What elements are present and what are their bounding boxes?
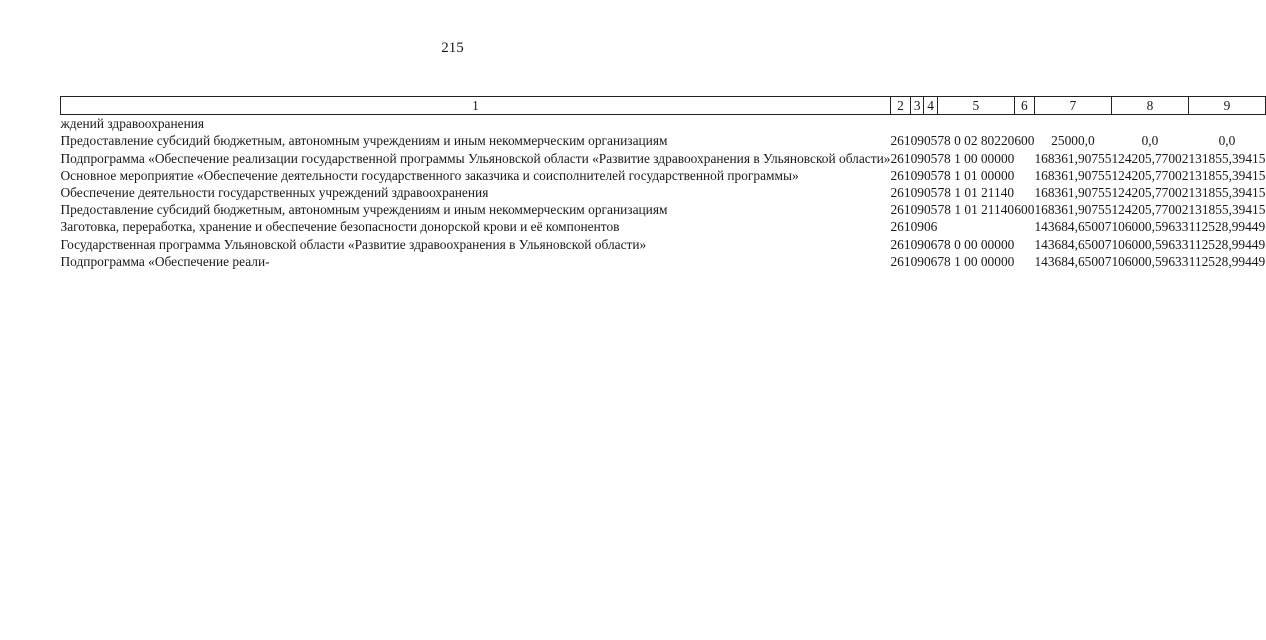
table-row — [61, 150, 1266, 167]
row-name: Заготовка, переработка, хранение и обеспечение безопасности донорской крови и её компонентов — [60, 219, 620, 235]
row-section-code: 09 — [910, 219, 924, 235]
row-subsection-code: 05 — [923, 133, 938, 149]
row-amount-col8: 106000,59633 — [1111, 236, 1189, 252]
row-name: Предоставление субсидий бюджетным, автономным учреждениям и иным некоммерческим организациям — [60, 202, 668, 218]
row-ministry-code: 261 — [890, 236, 911, 252]
table-row — [61, 184, 1266, 201]
row-ministry-code: 261 — [890, 185, 911, 201]
header-col-8: 8 — [1111, 97, 1188, 115]
header-col-7: 7 — [1034, 97, 1111, 115]
table-row — [61, 201, 1266, 218]
row-amount-col7: 168361,90755 — [1034, 202, 1112, 218]
row-ministry-code: 261 — [890, 202, 911, 218]
header-col-1: 1 — [61, 97, 891, 115]
header-col-3: 3 — [911, 97, 924, 115]
table-row — [61, 236, 1266, 253]
row-amount-col8: 124205,77002 — [1111, 202, 1189, 218]
row-section-code: 09 — [910, 253, 924, 269]
header-row — [61, 97, 1266, 115]
row-subsection-code: 05 — [923, 202, 938, 218]
row-subsection-code: 05 — [923, 167, 938, 183]
continuation-text: ждений здравоохранения — [60, 116, 205, 132]
row-amount-col7: 168361,90755 — [1034, 150, 1112, 166]
row-amount-col7: 25000,0 — [1051, 133, 1095, 149]
row-amount-col9: 131855,39415 — [1188, 185, 1266, 201]
row-subsection-code: 06 — [923, 253, 938, 269]
row-subsection-code: 06 — [923, 236, 938, 252]
table-body — [61, 115, 1266, 270]
row-target-article: 78 1 00 00000 — [937, 150, 1015, 166]
row-name: Основное мероприятие «Обеспечение деятельности государственного заказчика и соисполнителей государственной программы» — [60, 167, 799, 183]
row-amount-col9: 112528,99449 — [1188, 219, 1266, 235]
table-row — [61, 253, 1266, 270]
row-name: Обеспечение деятельности государственных учреждений здравоохранения — [60, 185, 489, 201]
row-subsection-code: 05 — [923, 185, 938, 201]
row-target-article: 78 1 01 21140 — [937, 185, 1015, 201]
row-amount-col8: 106000,59633 — [1111, 219, 1189, 235]
row-section-code: 09 — [910, 236, 924, 252]
page-number: 215 — [441, 40, 464, 56]
continuation-row — [61, 115, 1266, 133]
table-row — [61, 218, 1266, 235]
row-amount-col8: 124205,77002 — [1111, 185, 1189, 201]
row-section-code: 09 — [910, 202, 924, 218]
row-amount-col8: 106000,59633 — [1111, 253, 1189, 269]
header-col-9: 9 — [1188, 97, 1265, 115]
row-amount-col7: 143684,65007 — [1034, 253, 1112, 269]
row-name: Предоставление субсидий бюджетным, автономным учреждениям и иным некоммерческим организациям — [60, 133, 668, 149]
row-section-code: 09 — [910, 167, 924, 183]
row-amount-col9: 0,0 — [1218, 133, 1236, 149]
row-amount-col7: 168361,90755 — [1034, 167, 1112, 183]
row-ministry-code: 261 — [890, 253, 911, 269]
row-target-article: 78 0 02 80220 — [937, 133, 1015, 149]
row-amount-col7: 143684,65007 — [1034, 219, 1112, 235]
row-target-article — [937, 218, 1014, 235]
header-col-5: 5 — [937, 97, 1014, 115]
table-row — [61, 167, 1266, 184]
row-subsection-code: 05 — [923, 150, 938, 166]
row-section-code: 09 — [910, 185, 924, 201]
row-target-article: 78 1 00 00000 — [937, 253, 1015, 269]
row-expense-type — [1014, 150, 1034, 167]
row-ministry-code: 261 — [890, 219, 911, 235]
row-amount-col7: 143684,65007 — [1034, 236, 1112, 252]
row-amount-col9: 112528,99449 — [1188, 253, 1266, 269]
row-ministry-code: 261 — [890, 167, 911, 183]
table-row — [61, 132, 1266, 149]
row-amount-col9: 131855,39415 — [1188, 167, 1266, 183]
row-expense-type: 600 — [1014, 133, 1035, 149]
row-amount-col9: 131855,39415 — [1188, 202, 1266, 218]
row-amount-col9: 131855,39415 — [1188, 150, 1266, 166]
row-expense-type — [1014, 253, 1034, 270]
row-expense-type — [1014, 167, 1034, 184]
row-expense-type — [1014, 236, 1034, 253]
row-expense-type: 600 — [1014, 202, 1035, 218]
row-section-code: 09 — [910, 150, 924, 166]
budget-table — [60, 96, 1266, 270]
row-amount-col8: 124205,77002 — [1111, 150, 1189, 166]
row-expense-type — [1014, 218, 1034, 235]
row-amount-col9: 112528,99449 — [1188, 236, 1266, 252]
header-col-6: 6 — [1014, 97, 1034, 115]
row-subsection-code: 06 — [923, 219, 938, 235]
row-amount-col8: 124205,77002 — [1111, 167, 1189, 183]
row-name: Подпрограмма «Обеспечение реали- — [60, 253, 270, 269]
row-target-article: 78 1 01 21140 — [937, 202, 1015, 218]
row-amount-col7: 168361,90755 — [1034, 185, 1112, 201]
row-expense-type — [1014, 184, 1034, 201]
header-col-2: 2 — [890, 97, 910, 115]
row-name: Подпрограмма «Обеспечение реализации государственной программы Ульяновской области «Развитие здравоохранения в Ульяновской области» — [60, 150, 891, 166]
row-ministry-code: 261 — [890, 150, 911, 166]
row-target-article: 78 1 01 00000 — [937, 167, 1015, 183]
row-amount-col8: 0,0 — [1141, 133, 1159, 149]
header-col-4: 4 — [924, 97, 937, 115]
row-section-code: 09 — [910, 133, 924, 149]
row-name: Государственная программа Ульяновской области «Развитие здравоохранения в Ульяновской области» — [60, 236, 647, 252]
row-ministry-code: 261 — [890, 133, 911, 149]
row-target-article: 78 0 00 00000 — [937, 236, 1015, 252]
